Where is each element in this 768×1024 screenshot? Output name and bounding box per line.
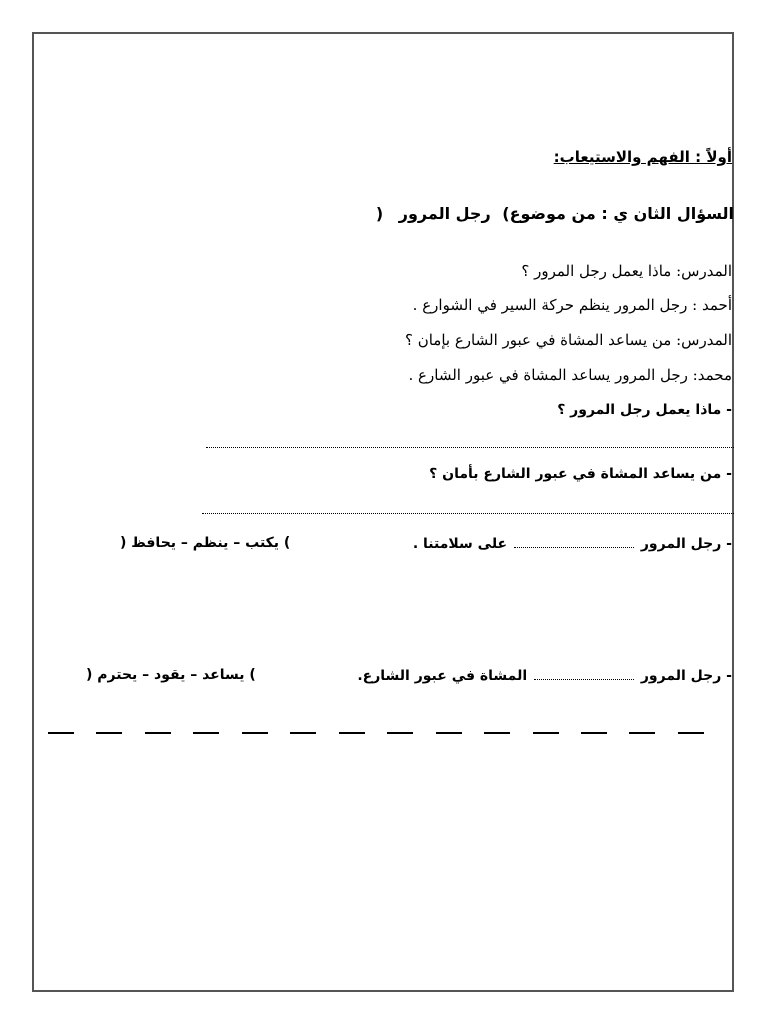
question-1: - ماذا يعمل رجل المرور ؟ <box>557 402 732 418</box>
separator-dash <box>581 732 607 734</box>
separator-dash <box>48 732 74 734</box>
topic-title: رجل المرور <box>398 204 491 223</box>
separator-dash <box>533 732 559 734</box>
fill-2-start: - رجل المرور <box>640 668 732 684</box>
separator-dash <box>145 732 171 734</box>
answer-line-1[interactable] <box>206 447 734 448</box>
fill-1-blank[interactable] <box>514 535 634 548</box>
dialogue-line-2: أحمد : رجل المرور ينظم حركة السير في الشوارع . <box>412 296 732 314</box>
dialogue-line-1: المدرس: ماذا يعمل رجل المرور ؟ <box>521 262 732 280</box>
answer-line-2[interactable] <box>202 513 734 514</box>
separator-dash <box>436 732 462 734</box>
fill-2-blank[interactable] <box>534 667 634 680</box>
section-heading: أولاً : الفهم والاستيعاب: <box>553 148 732 166</box>
dialogue-line-3: المدرس: من يساعد المشاة في عبور الشارع بإمان ؟ <box>404 331 732 349</box>
fill-1-start: - رجل المرور <box>640 536 732 552</box>
separator-dash <box>193 732 219 734</box>
question-topic <box>376 204 734 223</box>
question-2: - من يساعد المشاة في عبور الشارع بأمان ؟ <box>429 466 732 482</box>
separator-dash <box>242 732 268 734</box>
separator-dash <box>678 732 704 734</box>
fill-sentence-1 <box>413 535 732 552</box>
separator-dash <box>339 732 365 734</box>
fill-2-end: المشاة في عبور الشارع. <box>357 668 528 684</box>
worksheet-page <box>32 32 734 992</box>
fill-1-options: ) يكتب – ينظم – يحافظ ( <box>120 535 291 551</box>
separator-dash <box>290 732 316 734</box>
separator-dash <box>387 732 413 734</box>
fill-2-options: ) يساعد – يقود – يحترم ( <box>86 667 256 683</box>
fill-sentence-2 <box>357 667 732 684</box>
dialogue-line-4: محمد: رجل المرور يساعد المشاة في عبور الشارع . <box>408 366 732 384</box>
topic-prefix: السؤال الثان ي : من موضوع) <box>502 204 734 223</box>
topic-paren: ( <box>375 204 384 223</box>
separator-dash <box>484 732 510 734</box>
separator-dash <box>96 732 122 734</box>
fill-1-end: على سلامتنا . <box>412 536 508 552</box>
separator-dashes <box>48 732 704 734</box>
separator-dash <box>629 732 655 734</box>
